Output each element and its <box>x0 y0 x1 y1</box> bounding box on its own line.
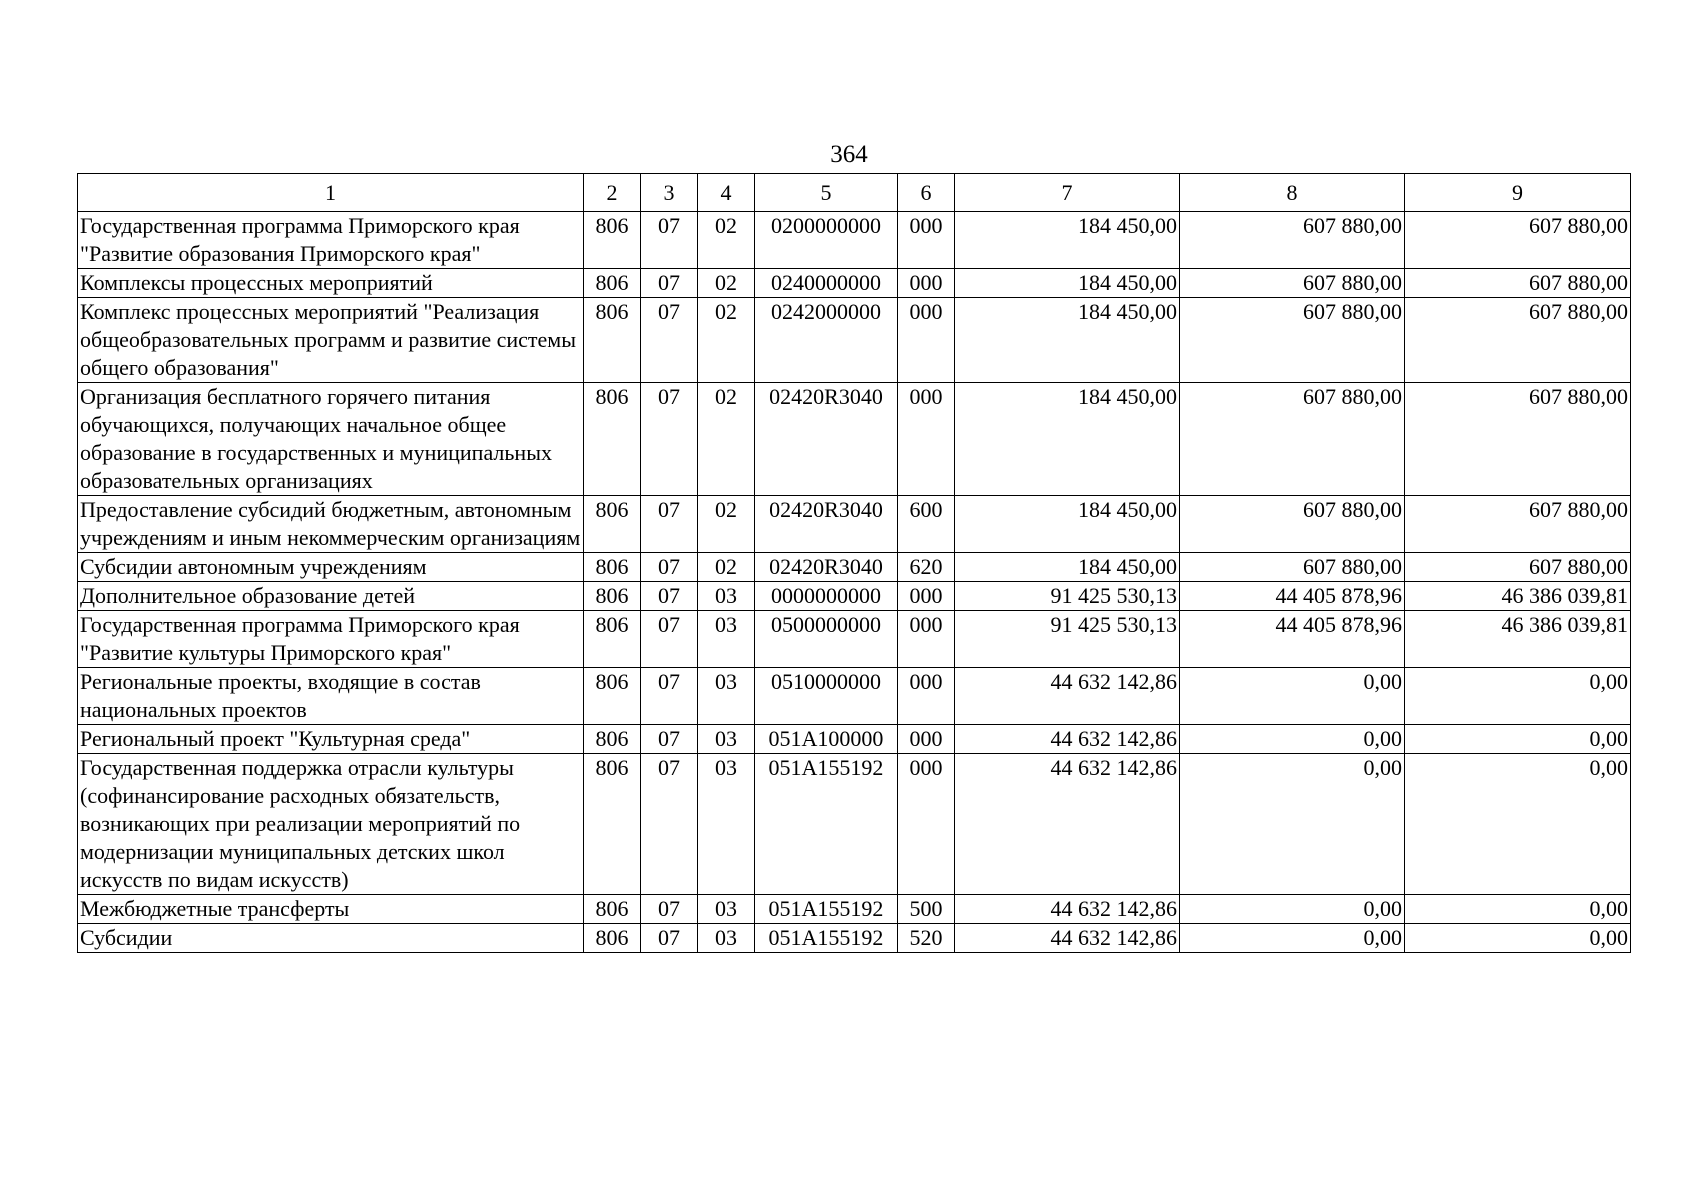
amount-col7-cell: 44 632 142,86 <box>955 725 1180 754</box>
amount-col8-cell: 0,00 <box>1180 725 1405 754</box>
amount-col7-cell: 184 450,00 <box>955 383 1180 496</box>
section-code-cell: 07 <box>641 383 698 496</box>
amount-col7-cell: 44 632 142,86 <box>955 754 1180 895</box>
amount-col9-cell: 0,00 <box>1405 924 1631 953</box>
ministry-code-cell: 806 <box>584 496 641 553</box>
ministry-code-cell: 806 <box>584 582 641 611</box>
amount-col7-cell: 44 632 142,86 <box>955 895 1180 924</box>
row-name-cell: Комплекс процессных мероприятий "Реализация общеобразовательных программ и развитие системы общего образования" <box>78 298 584 383</box>
section-code-cell: 07 <box>641 496 698 553</box>
row-name-cell: Субсидии автономным учреждениям <box>78 553 584 582</box>
target-article-cell: 0242000000 <box>755 298 898 383</box>
column-header-5: 5 <box>755 174 898 212</box>
subsection-code-cell: 02 <box>698 553 755 582</box>
section-code-cell: 07 <box>641 924 698 953</box>
expense-type-cell: 520 <box>898 924 955 953</box>
row-name-cell: Государственная программа Приморского края "Развитие культуры Приморского края" <box>78 611 584 668</box>
row-name-cell: Комплексы процессных мероприятий <box>78 269 584 298</box>
amount-col8-cell: 0,00 <box>1180 924 1405 953</box>
section-code-cell: 07 <box>641 611 698 668</box>
table-row <box>78 212 1631 269</box>
amount-col7-cell: 184 450,00 <box>955 212 1180 269</box>
amount-col9-cell: 0,00 <box>1405 668 1631 725</box>
subsection-code-cell: 03 <box>698 924 755 953</box>
table-body <box>78 212 1631 953</box>
table-row <box>78 895 1631 924</box>
section-code-cell: 07 <box>641 754 698 895</box>
row-name-cell: Предоставление субсидий бюджетным, автономным учреждениям и иным некоммерческим организациям <box>78 496 584 553</box>
row-name-cell: Организация бесплатного горячего питания обучающихся, получающих начальное общее образование в государственных и муниципальных образовательных организациях <box>78 383 584 496</box>
expense-type-cell: 000 <box>898 269 955 298</box>
expense-type-cell: 000 <box>898 611 955 668</box>
target-article-cell: 0200000000 <box>755 212 898 269</box>
ministry-code-cell: 806 <box>584 725 641 754</box>
section-code-cell: 07 <box>641 582 698 611</box>
amount-col8-cell: 607 880,00 <box>1180 298 1405 383</box>
target-article-cell: 02420R3040 <box>755 496 898 553</box>
subsection-code-cell: 03 <box>698 895 755 924</box>
target-article-cell: 0240000000 <box>755 269 898 298</box>
amount-col9-cell: 607 880,00 <box>1405 212 1631 269</box>
subsection-code-cell: 03 <box>698 668 755 725</box>
amount-col8-cell: 607 880,00 <box>1180 553 1405 582</box>
target-article-cell: 051А100000 <box>755 725 898 754</box>
table-row <box>78 553 1631 582</box>
row-name-cell: Дополнительное образование детей <box>78 582 584 611</box>
column-header-4: 4 <box>698 174 755 212</box>
amount-col8-cell: 0,00 <box>1180 668 1405 725</box>
expense-type-cell: 500 <box>898 895 955 924</box>
ministry-code-cell: 806 <box>584 553 641 582</box>
amount-col9-cell: 46 386 039,81 <box>1405 611 1631 668</box>
target-article-cell: 0500000000 <box>755 611 898 668</box>
target-article-cell: 051А155192 <box>755 895 898 924</box>
ministry-code-cell: 806 <box>584 924 641 953</box>
section-code-cell: 07 <box>641 895 698 924</box>
amount-col8-cell: 607 880,00 <box>1180 212 1405 269</box>
ministry-code-cell: 806 <box>584 754 641 895</box>
ministry-code-cell: 806 <box>584 668 641 725</box>
subsection-code-cell: 02 <box>698 496 755 553</box>
section-code-cell: 07 <box>641 725 698 754</box>
table-row <box>78 725 1631 754</box>
section-code-cell: 07 <box>641 668 698 725</box>
row-name-cell: Региональные проекты, входящие в состав национальных проектов <box>78 668 584 725</box>
ministry-code-cell: 806 <box>584 895 641 924</box>
subsection-code-cell: 02 <box>698 383 755 496</box>
row-name-cell: Государственная поддержка отрасли культуры (софинансирование расходных обязательств, возникающих при реализации мероприятий по модернизации муниципальных детских школ искусств по видам искусств) <box>78 754 584 895</box>
column-header-6: 6 <box>898 174 955 212</box>
amount-col9-cell: 607 880,00 <box>1405 269 1631 298</box>
section-code-cell: 07 <box>641 553 698 582</box>
amount-col9-cell: 46 386 039,81 <box>1405 582 1631 611</box>
row-name-cell: Государственная программа Приморского края "Развитие образования Приморского края" <box>78 212 584 269</box>
table-row <box>78 924 1631 953</box>
table-row <box>78 496 1631 553</box>
table-row <box>78 383 1631 496</box>
amount-col7-cell: 44 632 142,86 <box>955 924 1180 953</box>
subsection-code-cell: 03 <box>698 611 755 668</box>
subsection-code-cell: 02 <box>698 298 755 383</box>
amount-col9-cell: 0,00 <box>1405 725 1631 754</box>
expense-type-cell: 000 <box>898 212 955 269</box>
expense-type-cell: 000 <box>898 582 955 611</box>
target-article-cell: 02420R3040 <box>755 553 898 582</box>
ministry-code-cell: 806 <box>584 212 641 269</box>
amount-col9-cell: 607 880,00 <box>1405 553 1631 582</box>
target-article-cell: 0000000000 <box>755 582 898 611</box>
subsection-code-cell: 03 <box>698 725 755 754</box>
ministry-code-cell: 806 <box>584 611 641 668</box>
amount-col9-cell: 607 880,00 <box>1405 383 1631 496</box>
row-name-cell: Субсидии <box>78 924 584 953</box>
amount-col7-cell: 44 632 142,86 <box>955 668 1180 725</box>
column-header-3: 3 <box>641 174 698 212</box>
subsection-code-cell: 03 <box>698 582 755 611</box>
column-header-9: 9 <box>1405 174 1631 212</box>
subsection-code-cell: 03 <box>698 754 755 895</box>
table-row <box>78 298 1631 383</box>
ministry-code-cell: 806 <box>584 298 641 383</box>
target-article-cell: 051А155192 <box>755 924 898 953</box>
section-code-cell: 07 <box>641 269 698 298</box>
expense-type-cell: 000 <box>898 668 955 725</box>
amount-col7-cell: 184 450,00 <box>955 269 1180 298</box>
expense-type-cell: 600 <box>898 496 955 553</box>
target-article-cell: 02420R3040 <box>755 383 898 496</box>
page-number: 364 <box>830 141 868 168</box>
row-name-cell: Региональный проект "Культурная среда" <box>78 725 584 754</box>
amount-col7-cell: 184 450,00 <box>955 298 1180 383</box>
amount-col9-cell: 607 880,00 <box>1405 298 1631 383</box>
column-header-1: 1 <box>78 174 584 212</box>
expense-type-cell: 000 <box>898 383 955 496</box>
expense-type-cell: 620 <box>898 553 955 582</box>
amount-col9-cell: 607 880,00 <box>1405 496 1631 553</box>
ministry-code-cell: 806 <box>584 383 641 496</box>
column-header-7: 7 <box>955 174 1180 212</box>
amount-col9-cell: 0,00 <box>1405 895 1631 924</box>
amount-col8-cell: 44 405 878,96 <box>1180 611 1405 668</box>
target-article-cell: 0510000000 <box>755 668 898 725</box>
amount-col7-cell: 91 425 530,13 <box>955 582 1180 611</box>
amount-col7-cell: 184 450,00 <box>955 496 1180 553</box>
table-row <box>78 269 1631 298</box>
table-row <box>78 668 1631 725</box>
target-article-cell: 051А155192 <box>755 754 898 895</box>
expense-type-cell: 000 <box>898 298 955 383</box>
amount-col8-cell: 607 880,00 <box>1180 269 1405 298</box>
amount-col9-cell: 0,00 <box>1405 754 1631 895</box>
amount-col7-cell: 91 425 530,13 <box>955 611 1180 668</box>
amount-col7-cell: 184 450,00 <box>955 553 1180 582</box>
table-row <box>78 754 1631 895</box>
section-code-cell: 07 <box>641 298 698 383</box>
subsection-code-cell: 02 <box>698 269 755 298</box>
ministry-code-cell: 806 <box>584 269 641 298</box>
expense-type-cell: 000 <box>898 754 955 895</box>
amount-col8-cell: 0,00 <box>1180 895 1405 924</box>
amount-col8-cell: 607 880,00 <box>1180 383 1405 496</box>
section-code-cell: 07 <box>641 212 698 269</box>
amount-col8-cell: 44 405 878,96 <box>1180 582 1405 611</box>
expense-type-cell: 000 <box>898 725 955 754</box>
table-row <box>78 582 1631 611</box>
budget-table <box>77 173 1631 953</box>
subsection-code-cell: 02 <box>698 212 755 269</box>
row-name-cell: Межбюджетные трансферты <box>78 895 584 924</box>
column-header-8: 8 <box>1180 174 1405 212</box>
column-header-2: 2 <box>584 174 641 212</box>
amount-col8-cell: 607 880,00 <box>1180 496 1405 553</box>
table-row <box>78 611 1631 668</box>
header-row <box>78 174 1631 212</box>
amount-col8-cell: 0,00 <box>1180 754 1405 895</box>
